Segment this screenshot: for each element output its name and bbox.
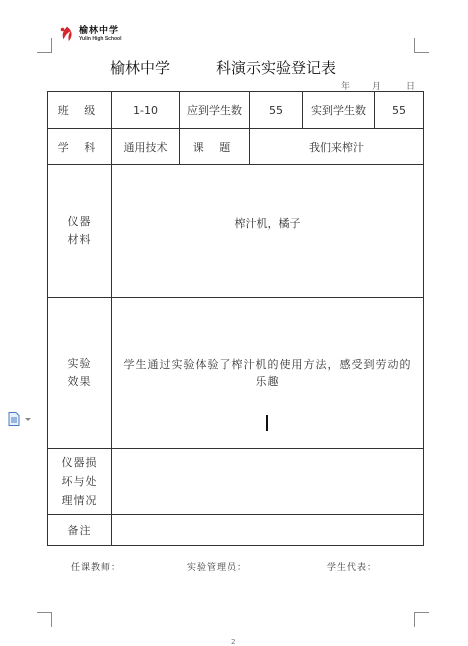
notes-value[interactable] xyxy=(112,515,424,546)
chevron-down-icon xyxy=(24,415,32,423)
damage-label: 仪器损坏与处理情况 xyxy=(48,449,112,515)
table-row xyxy=(48,165,424,298)
school-name-title: 榆林中学 xyxy=(110,59,171,77)
class-value[interactable]: 1-10 xyxy=(112,92,180,129)
damage-value[interactable] xyxy=(112,449,424,515)
table-row xyxy=(48,298,424,449)
page-number: 2 xyxy=(231,638,236,646)
equipment-label: 仪器材料 xyxy=(48,165,112,298)
date-month-label: 月 xyxy=(372,82,382,92)
result-cell[interactable] xyxy=(112,298,424,449)
student-rep-signature-label: 学生代表： xyxy=(327,563,378,573)
subject-label: 学 科 xyxy=(48,129,112,165)
result-label: 实验效果 xyxy=(48,298,112,449)
lab-manager-signature-label: 实验管理员： xyxy=(187,563,248,573)
logo-emblem-icon xyxy=(58,25,76,43)
form-title: 科演示实验登记表 xyxy=(216,59,337,77)
text-cursor xyxy=(266,415,268,431)
teacher-signature-label: 任课教师： xyxy=(71,563,122,573)
crop-mark-top-right xyxy=(414,38,429,53)
date-day-label: 日 xyxy=(406,82,416,92)
logo-chinese-name: 榆林中学 xyxy=(79,25,120,36)
table-row xyxy=(48,515,424,546)
side-document-button[interactable] xyxy=(8,412,32,426)
topic-value[interactable]: 我们来榨汁 xyxy=(250,129,424,165)
class-label: 班 级 xyxy=(48,92,112,129)
crop-mark-bottom-left xyxy=(37,612,52,627)
table-row xyxy=(48,129,424,165)
date-year-label: 年 xyxy=(341,82,351,92)
result-value: 学生通过实验体验了榨汁机的使用方法，感受到劳动的乐趣 xyxy=(123,358,412,388)
experiment-log-table xyxy=(47,91,424,546)
notes-label: 备注 xyxy=(48,515,112,546)
table-row xyxy=(48,92,424,129)
crop-mark-bottom-right xyxy=(414,612,429,627)
table-row xyxy=(48,449,424,515)
topic-label: 课 题 xyxy=(180,129,250,165)
logo-english-name: Yulin High School xyxy=(79,35,122,42)
school-logo xyxy=(58,24,122,44)
equipment-value[interactable]: 榨汁机，橘子 xyxy=(112,165,424,298)
expected-students-label: 应到学生数 xyxy=(180,92,250,129)
actual-students-value[interactable]: 55 xyxy=(375,92,424,129)
document-icon xyxy=(8,412,20,426)
expected-students-value[interactable]: 55 xyxy=(250,92,303,129)
crop-mark-top-left xyxy=(37,38,52,53)
subject-value[interactable]: 通用技术 xyxy=(112,129,180,165)
actual-students-label: 实到学生数 xyxy=(303,92,375,129)
